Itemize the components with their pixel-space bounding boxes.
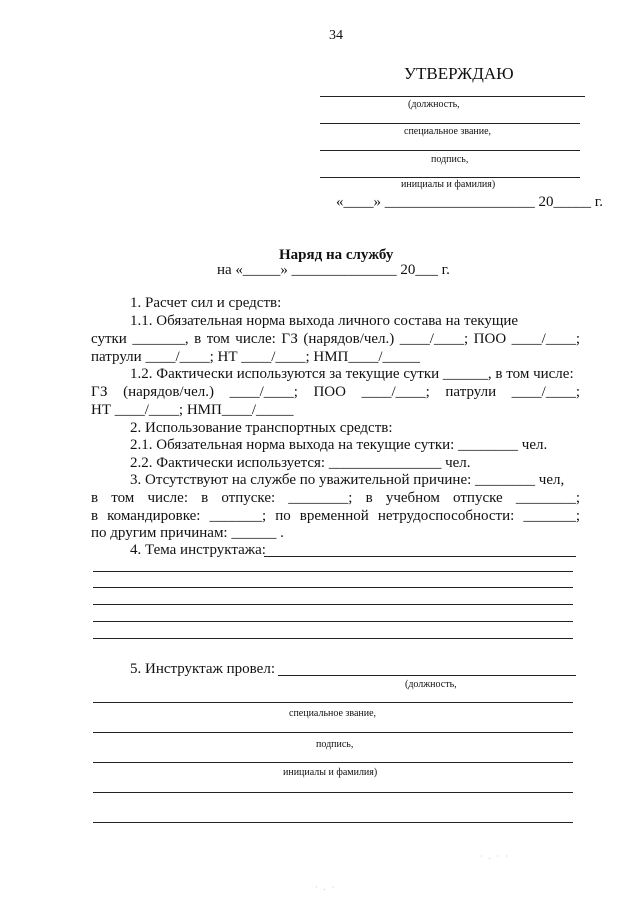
approval-line-3: [320, 150, 580, 151]
approval-line-4: [320, 177, 580, 178]
instructor-line-4: [93, 792, 573, 793]
instructor-line-0: [278, 675, 576, 676]
approval-date-line: «____» ____________________ 20_____ г.: [336, 194, 603, 210]
section-1-1-line-1: 1.1. Обязательная норма выхода личного состава на текущие: [130, 313, 519, 329]
approval-title: УТВЕРЖДАЮ: [404, 64, 514, 83]
document-title: Наряд на службу: [279, 247, 394, 263]
section-1-1-line-2: сутки _______, в том числе: ГЗ (нарядов/чел.) ____/____; ПОО ____/____;: [91, 331, 580, 347]
section-1-2-line-1: 1.2. Фактически используются за текущие сутки ______, в том числе:: [130, 366, 574, 382]
instruction-topic-line-0: [264, 556, 576, 557]
approval-rank-hint: специальное звание,: [404, 126, 492, 137]
section-5-heading: 5. Инструктаж провел:: [130, 661, 275, 677]
approval-line-1: [320, 96, 585, 97]
instructor-line-2: [93, 732, 573, 733]
approval-signature-hint: подпись,: [431, 154, 469, 165]
approval-position-hint: (должность,: [408, 99, 460, 110]
scan-speckle: · . ·: [315, 883, 337, 892]
instructor-line-3: [93, 762, 573, 763]
section-2-2-line: 2.2. Фактически используется: _______________ чел.: [130, 455, 471, 471]
section-1-1-line-3: патрули ____/____; НТ ____/____; НМП____/_____: [91, 349, 421, 365]
instruction-topic-line-2: [93, 587, 573, 588]
document-date-line: на «_____» ______________ 20___ г.: [217, 262, 450, 278]
approval-name-hint: инициалы и фамилия): [401, 179, 496, 190]
instruction-topic-line-3: [93, 604, 573, 605]
instructor-rank-hint: специальное звание,: [289, 708, 377, 719]
section-3-line-3: в командировке: _______; по временной нетрудоспособности: _______;: [91, 508, 580, 524]
instructor-signature-hint: подпись,: [316, 739, 354, 750]
section-3-line-2: в том числе: в отпуске: ________; в учебном отпуске ________;: [91, 490, 580, 506]
instructor-position-hint: (должность,: [405, 679, 457, 690]
section-3-line-4: по другим причинам: ______ .: [91, 525, 284, 541]
instructor-name-hint: инициалы и фамилия): [283, 767, 378, 778]
instruction-topic-line-4: [93, 621, 573, 622]
instructor-line-5: [93, 822, 573, 823]
section-3-line-1: 3. Отсутствуют на службе по уважительной причине: ________ чел,: [130, 472, 565, 488]
section-1-2-line-3: НТ ____/____; НМП____/_____: [91, 402, 294, 418]
section-1-2-line-2: ГЗ (нарядов/чел.) ____/____; ПОО ____/____; патрули ____/____;: [91, 384, 580, 400]
approval-line-2: [320, 123, 580, 124]
instruction-topic-line-1: [93, 571, 573, 572]
section-1-heading: 1. Расчет сил и средств:: [130, 295, 282, 311]
instructor-line-1: [93, 702, 573, 703]
instruction-topic-line-5: [93, 638, 573, 639]
section-2-heading: 2. Использование транспортных средств:: [130, 420, 393, 436]
section-4-heading: 4. Тема инструктажа:: [130, 542, 266, 558]
section-2-1-line: 2.1. Обязательная норма выхода на текущие сутки: ________ чел.: [130, 437, 548, 453]
scan-speckle: · . · ·: [480, 852, 510, 861]
page-number: 34: [329, 28, 343, 43]
